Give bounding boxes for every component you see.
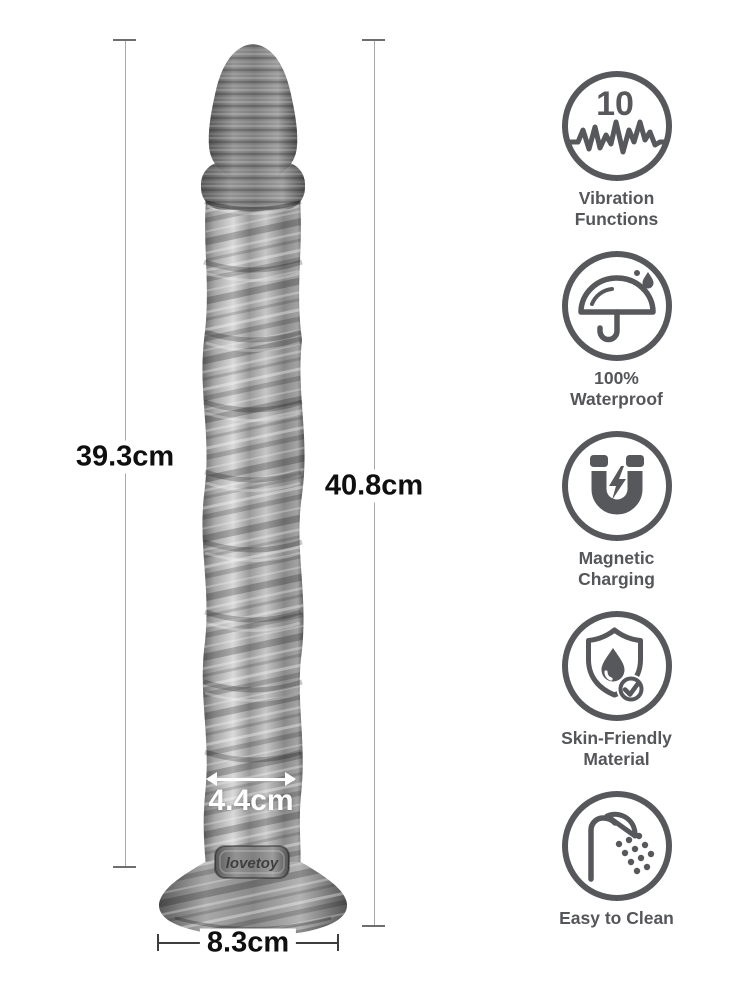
feature-label: Easy to Clean <box>559 908 674 928</box>
measure-tick <box>113 866 136 868</box>
umbrella-waterproof-icon <box>561 250 673 362</box>
product-shaft <box>202 180 304 870</box>
measure-tick <box>362 39 385 41</box>
measure-tick <box>362 925 385 927</box>
svg-text:10: 10 <box>595 85 634 123</box>
feature-waterproof <box>546 250 687 430</box>
shower-clean-icon <box>561 790 673 902</box>
brand-text: lovetoy <box>225 855 279 872</box>
measure-tick <box>113 39 136 41</box>
measure-tick <box>337 934 339 951</box>
feature-magnetic <box>546 430 687 610</box>
product-head <box>209 44 297 178</box>
feature-vibration <box>546 70 687 250</box>
shaft-diameter-label: 4.4cm <box>208 784 294 817</box>
feature-label: Magnetic Charging <box>578 548 655 589</box>
feature-list <box>546 70 687 970</box>
base-diameter-measure <box>157 926 339 959</box>
feature-label: 100% Waterproof <box>570 368 663 409</box>
shield-droplet-icon <box>561 610 673 722</box>
brand-plate <box>215 846 289 878</box>
feature-easy-clean <box>546 790 687 970</box>
base-diameter-label: 8.3cm <box>200 929 296 958</box>
shaft-diameter-arrow <box>208 778 294 781</box>
feature-skin-friendly <box>546 610 687 790</box>
magnet-charging-icon <box>561 430 673 542</box>
vibration-waveform-icon <box>561 70 673 182</box>
total-length-label: 40.8cm <box>321 470 427 503</box>
feature-label: Skin-Friendly Material <box>561 728 672 769</box>
feature-label: Vibration Functions <box>574 188 659 229</box>
insertable-length-label: 39.3cm <box>72 441 178 474</box>
